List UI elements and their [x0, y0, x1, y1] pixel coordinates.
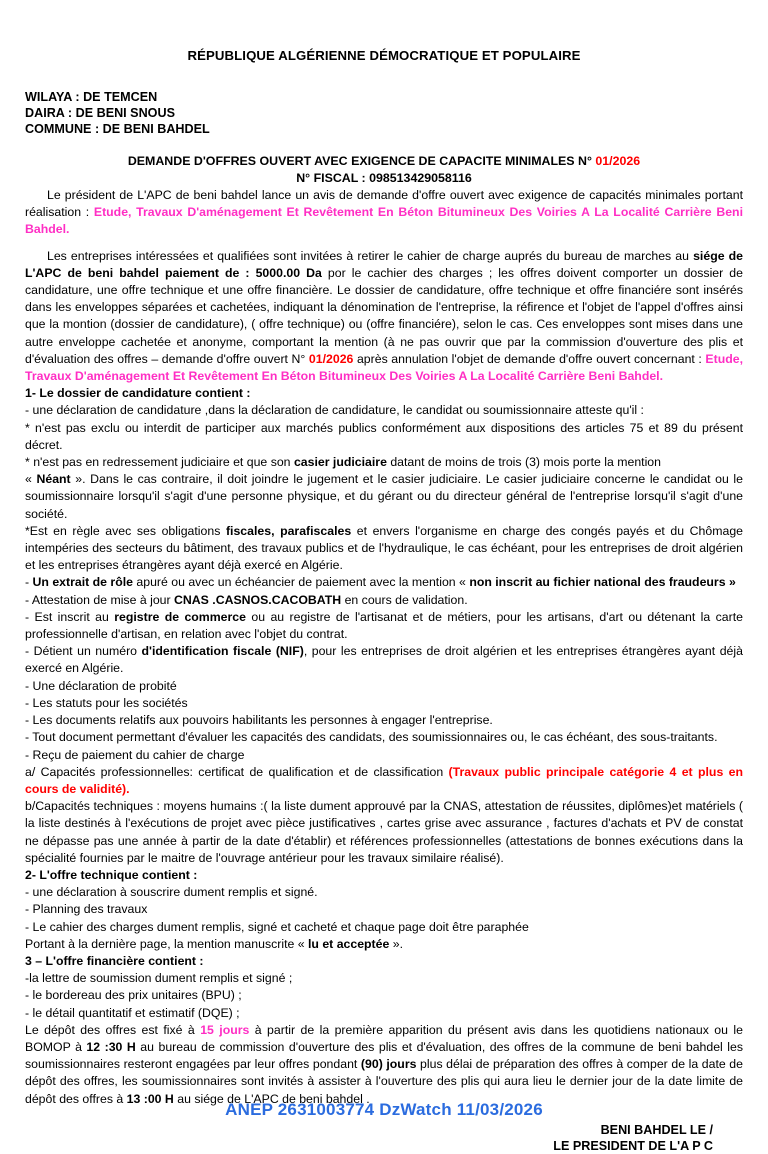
extrait-role-term: Un extrait de rôle: [32, 575, 133, 590]
deadline-paragraph: [25, 1022, 743, 1108]
section-1-registre: [25, 609, 743, 643]
section-1-simple-line-1: - Une déclaration de probité: [25, 678, 177, 693]
signature-place-date: BENI BAHDEL LE /: [600, 1122, 713, 1137]
neant-text-a: «: [25, 472, 37, 487]
opening-hour: 13 :00 H: [126, 1091, 174, 1106]
cnas-text-b: en cours de validation.: [341, 592, 468, 607]
notice-number-ref: 01/2026: [308, 351, 354, 366]
commune-line: COMMUNE : DE BENI BAHDEL: [25, 122, 210, 136]
section-1-simple-line-4: - Tout document permettant d'évaluer les capacités des candidats, des soumissionnaires ou, le cas échéant, des sous-traitants.: [25, 730, 718, 745]
submission-text-3: après annulation l'objet de demande d'offre ouvert concernant :: [353, 351, 706, 366]
section-1-line-2: * n'est pas exclu ou interdit de participer aux marchés publics conformément aux dispositions des articles 75 et 89 du présent décret.: [25, 420, 743, 452]
section-1-capacites-professionnelles: [25, 764, 743, 798]
signature-block: [25, 1122, 743, 1154]
fiscales-term: fiscales, parafiscales: [225, 523, 352, 538]
notice-title-text: DEMANDE D'OFFRES OUVERT AVEC EXIGENCE DE CAPACITE MINIMALES N°: [127, 154, 592, 168]
section-1-casier-judiciaire: [25, 454, 743, 471]
project-title-ref: Etude, Travaux D'aménagement Et Revêtement En Béton Bitumineux Des Voiries A La Localité Carrière Beni Bahdel.: [25, 351, 743, 384]
nif-text-b: , pour les entreprises de droit algérien et les entreprises étrangères ayant déjà exercé en Algérie.: [25, 644, 743, 676]
deadline-text-a: Le dépôt des offres est fixé à: [25, 1022, 201, 1037]
section-1-fiscales: [25, 523, 743, 575]
intro-paragraph: [25, 187, 743, 239]
lu-et-acceptee-mention: lu et acceptée: [308, 936, 390, 951]
cnas-term: CNAS .CASNOS.CACOBATH: [174, 592, 342, 607]
casier-judiciaire-term: casier judiciaire: [293, 455, 387, 470]
registre-text-b: ou au registre de l'artisanat et de métiers, pour les artisans, d'art ou détenant la carte professionnelle d'artisan, en relation avec l'objet du contrat.: [25, 609, 743, 642]
section-1-capacites-techniques: b/Capacités techniques : moyens humains :( la liste dument approuvé par la CNAS, attestation de réussites, diplômes)et matériels ( la liste destinés à l'exécutions de projet avec pièce justificatives , cartes grise avec assurance , factures d'achats et PV de constat ne dépasse pas une année à partir de la date d'établir) et références professionnelles (attestations de bonnes exécutions dans la spécialité fournies par le maitre de l'ouvrage antérieur pour les travaux similaire réalisé).: [25, 799, 743, 865]
section-3-line-3: - le détail quantitatif et estimatif (DQE) ;: [25, 1005, 240, 1020]
neant-term: Néant: [36, 472, 71, 487]
submission-text-1: Les entreprises intéressées et qualifiées sont invitées à retirer le cahier de charge auprés du bureau de marches au: [47, 248, 694, 263]
deadline-text-c: au bureau de commission d'ouverture des plis et d'évaluation, des offres de la commune de beni bahdel les soumissionnaires resteront engagées par leur offres pondant: [25, 1039, 744, 1072]
fraudeurs-mention: non inscrit au fichier national des fraudeurs »: [469, 575, 736, 590]
engagement-days: (90) jours: [360, 1057, 417, 1072]
fiscal-number-line: N° FISCAL : 098513429058116: [296, 171, 472, 185]
wilaya-line: WILAYA : DE TEMCEN: [25, 90, 158, 104]
section-1-neant: [25, 471, 743, 523]
administration-block: [25, 89, 743, 137]
section-1-extrait-role: [25, 574, 743, 591]
section-2-line-1: - une déclaration à souscrire dument remplis et signé.: [25, 885, 318, 900]
section-3-line-1: -la lettre de soumission dument remplis et signé ;: [25, 971, 293, 986]
neant-text-b: ». Dans le cas contraire, il doit joindre le jugement et le casier judiciaire. Le casier judiciaire concerne le candidat ou le soumissionnaire lorsqu'il s'agit d'une personne physique, et du gérant ou du directeur général de l'entreprise lorsqu'il s'agit d'une société.: [25, 472, 743, 521]
deadline-days: 15 jours: [200, 1022, 250, 1037]
section-1-simple-line-5: - Reçu de paiement du cahier de charge: [25, 747, 245, 762]
qualification-requirement: (Travaux public principale catégorie 4 et plus en cours de validité).: [25, 764, 743, 796]
intro-text: Le président de L'APC de beni bahdel lance un avis de demande d'offre ouvert avec exigence de capacités minimales portant réalisation :: [25, 188, 743, 220]
section-1-nif: [25, 643, 743, 677]
section-3-line-2: - le bordereau des prix unitaires (BPU) ;: [25, 988, 242, 1003]
extrait-dash: -: [25, 575, 33, 590]
page-title: RÉPUBLIQUE ALGÉRIENNE DÉMOCRATIQUE ET POPULAIRE: [187, 48, 581, 63]
deadline-text-d: plus délai de préparation des offres à comper de la date de dépôt des offres, les soumissionnaires sont invités à assister à l'ouverture des plis qui aura lieu le dernier jour de la date limite de dépôt des offres à: [25, 1057, 743, 1106]
extrait-text-mid: apuré ou avec un échéancier de paiement avec la mention «: [132, 575, 470, 590]
portant-text-a: Portant à la dernière page, la mention manuscrite «: [25, 936, 308, 951]
daira-line: DAIRA : DE BENI SNOUS: [25, 106, 175, 120]
signature-title: LE PRESIDENT DE L'A P C: [553, 1138, 713, 1153]
fiscales-text-b: et envers l'organisme en charge des congés payés et du Chômage intempéries des secteurs du bâtiment, des travaux publics et de l'hydraulique, le cas échéant, pour les entreprises de droit algérien et les entreprises étrangères ayant déjà exercé en Algérie.: [25, 523, 743, 573]
casier-text-a: * n'est pas en redressement judiciaire et que son: [25, 455, 294, 470]
submission-text-2: por le cachier des charges ; les offres doivent comporter un dossier de candidature, une offre technique et une offre financière. Le dossier de candidature, offre technique et offre financiére sont insérés dans les enveloppes séparées et cachetées, indiquant la dénomination de l'entreprise, la réfirence et l'objet de l'appel d'offres ainsi que la montion (dossier de candidature), ( offre technique) ou (offre financiére), selon le cas. Ces enveloppes sont mises dans une autre enveloppe cachetée et anonyme, comportant la mention (à ne pas ouvrir que par la commission d'ouverture des plis et d'évaluation des offres – demande d'offre ouvert N°: [25, 265, 743, 366]
payment-amount: siége de L'APC de beni bahdel paiement de : 5000.00 Da: [25, 248, 743, 280]
notice-number: 01/2026: [595, 154, 641, 168]
section-2-heading: 2- L'offre technique contient :: [25, 867, 198, 882]
section-1-cnas: [25, 592, 743, 609]
portant-text-b: ».: [389, 936, 404, 951]
section-1-simple-line-2: - Les statuts pour les sociétés: [25, 695, 188, 710]
section-1-simple-line-3: - Les documents relatifs aux pouvoirs habilitants les personnes à engager l'entreprise.: [25, 713, 493, 728]
capacites-pro-text: a/ Capacités professionnelles: certificat de qualification et de classification: [25, 764, 449, 779]
section-1-heading: 1- Le dossier de candidature contient :: [25, 386, 251, 401]
casier-text-b: datant de moins de trois (3) mois porte la mention: [386, 455, 661, 470]
registre-commerce-term: registre de commerce: [114, 609, 246, 624]
project-title: Etude, Travaux D'aménagement Et Revêtement En Béton Bitumineux Des Voiries A La Localité Carrière Beni Bahdel.: [25, 205, 743, 237]
deadline-text-b: à partir de la première apparition du présent avis dans les quotidiens nationaux ou le BOMOP à: [25, 1022, 743, 1054]
deadline-hour: 12 :30 H: [86, 1039, 136, 1054]
anep-footer: ANEP 2631003774 DzWatch 11/03/2026: [225, 1100, 543, 1119]
fiscales-text-a: *Est en règle avec ses obligations: [25, 523, 226, 538]
section-1-line-1: - une déclaration de candidature ,dans la déclaration de candidature, le candidat ou soumissionnaire atteste qu'il :: [25, 403, 644, 418]
submission-paragraph: [25, 248, 743, 386]
nif-text-a: - Détient un numéro: [25, 644, 142, 659]
section-2-portant: [25, 936, 743, 953]
notice-title: [25, 153, 743, 170]
registre-text-a: - Est inscrit au: [25, 609, 115, 624]
deadline-text-e: au siége de L'APC de beni bahdel .: [173, 1091, 370, 1106]
section-2-line-3: - Le cahier des charges dument remplis, signé et cacheté et chaque page doit être paraphée: [25, 919, 529, 934]
nif-term: d'identification fiscale (NIF): [141, 644, 304, 659]
section-2-line-2: - Planning des travaux: [25, 902, 148, 917]
section-3-heading: 3 – L'offre financière contient :: [25, 953, 204, 968]
cnas-text-a: - Attestation de mise à jour: [25, 592, 175, 607]
